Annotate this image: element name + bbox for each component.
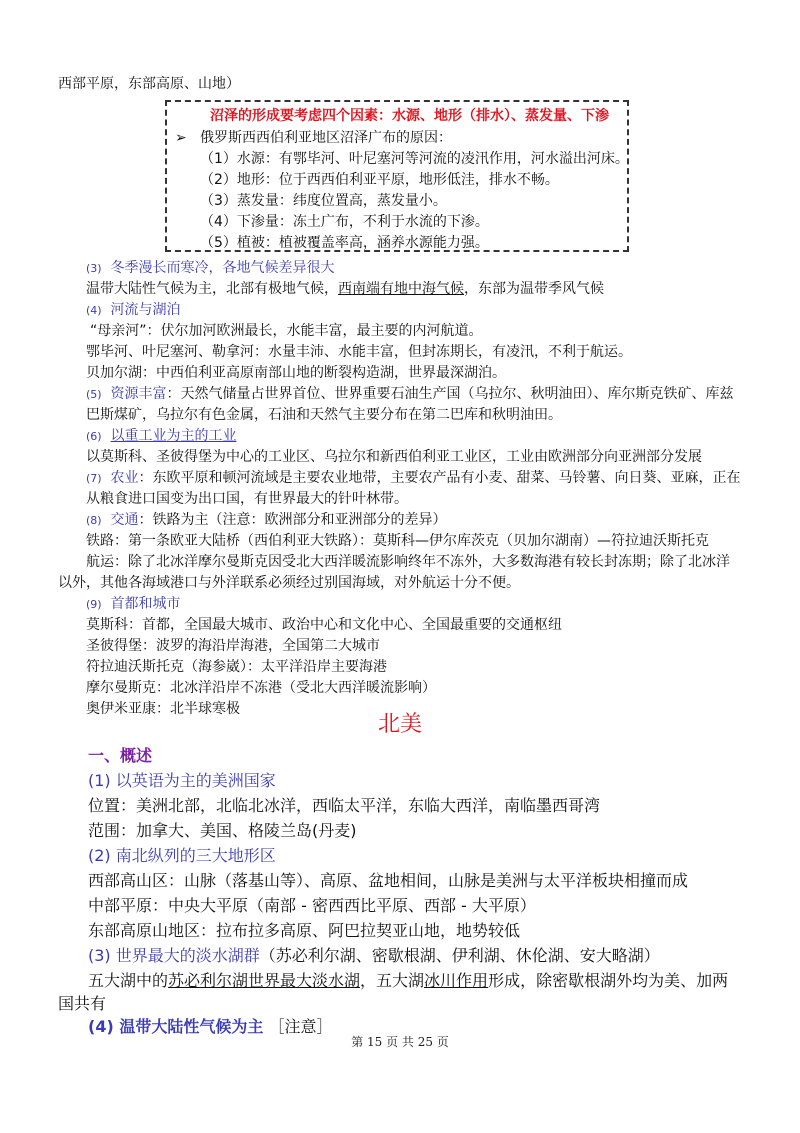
section-number: (5)	[86, 388, 102, 401]
north-america-heading: 北美	[377, 712, 422, 737]
text-part-underlined: 西南端有地中海气候	[338, 281, 464, 297]
text-part: ：天然气储量占世界首位、世界重要石油生产国（乌拉尔、秋明油田）、库尔斯克铁矿、库兹	[166, 386, 734, 402]
box-item: （3）蒸发量：纬度位置高，蒸发量小。	[200, 193, 447, 209]
city-item: 莫斯科：首都，全国最大城市、政治中心和文化中心、全国最重要的交通枢纽	[86, 617, 562, 633]
na-lakes-text-2: 国共有	[58, 994, 107, 1013]
city-item: 符拉迪沃斯托克（海参崴）：太平洋沿岸主要海港	[86, 659, 387, 675]
railway-text: 铁路：第一条欧亚大陆桥（西伯利亚大铁路）：莫斯科—伊尔库茨克（贝加尔湖南）—符拉迪沃斯托克	[86, 533, 709, 549]
russia-agri-line1	[86, 468, 741, 489]
page-footer: 第 15 页 共 25 页	[351, 1035, 449, 1049]
russia-transport-heading	[86, 510, 447, 531]
na-east-text: 东部高原山地区：拉布拉多高原、阿巴拉契亚山地，地势较低	[88, 921, 521, 940]
box-title: 沼泽的形成要考虑四个因素：水源、地形（排水）、蒸发量、下渗	[210, 108, 609, 124]
box-item: （4）下渗量：冻土广布，不利于水流的下渗。	[200, 214, 489, 230]
section-number: (3)	[86, 262, 102, 275]
box-bullet-icon: ➢	[175, 130, 187, 146]
section-number: (6)	[86, 430, 102, 443]
russia-climate-heading	[86, 258, 335, 279]
section-title: 冬季漫长而寒冷，各地气候差异很大	[110, 260, 335, 276]
na-west-text: 西部高山区：山脉（落基山等）、高原、盆地相间，山脉是美洲与太平洋板块相撞而成	[88, 871, 689, 890]
na-location-text: 位置：美洲北部，北临北冰洋，西临太平洋，东临大西洋，南临墨西哥湾	[88, 796, 601, 815]
section-title: (3) 世界最大的淡水湖群	[88, 946, 260, 965]
section-number: (4)	[86, 304, 102, 317]
russia-climate-text	[86, 279, 604, 299]
section-title: (4) 温带大陆性气候为主	[88, 1017, 264, 1036]
russia-industry-text: 以莫斯科、圣彼得堡为中心的工业区、乌拉尔和新西伯利亚工业区，工业由欧洲部分向亚洲部分发展	[86, 449, 702, 465]
russia-resources-line1	[86, 384, 734, 405]
russia-cities-heading	[86, 594, 181, 615]
city-item: 奥伊米亚康：北半球寒极	[86, 701, 240, 717]
siberian-rivers-text: 鄂毕河、叶尼塞河、勒拿河：水量丰沛、水能丰富，但封冻期长，有凌汛，不利于航运。	[86, 344, 632, 360]
russia-industry-heading	[86, 426, 237, 447]
section-title: 交通	[110, 512, 139, 528]
na-scope-text: 范围：加拿大、美国、格陵兰岛(丹麦)	[88, 821, 357, 840]
text-part: 五大湖中的	[88, 971, 169, 990]
baikal-text: 贝加尔湖：中西伯利亚高原南部山地的断裂构造湖，世界最深湖泊。	[86, 365, 506, 381]
section-title: 资源丰富	[110, 386, 167, 402]
section-number: (7)	[86, 472, 102, 485]
city-item: 摩尔曼斯克：北冰洋沿岸不冻港（受北大西洋暖流影响）	[86, 680, 436, 696]
text-part: ：东欧平原和顿河流域是主要农业地带，主要农产品有小麦、甜菜、马铃薯、向日葵、亚麻，正在	[138, 470, 741, 486]
city-item: 圣彼得堡：波罗的海沿岸海港，全国第二大城市	[86, 638, 380, 654]
section-title: 河流与湖泊	[110, 302, 181, 318]
text-part: 温带大陆性气候为主，北部有极地气候，	[86, 281, 338, 297]
text-part: 形成，除密歇根湖外均为美、加两	[488, 971, 729, 990]
shipping-text-1: 航运：除了北冰洋摩尔曼斯克因受北大西洋暖流影响终年不冻外，大多数海港有较长封冻期；除了北冰洋	[86, 554, 730, 570]
box-item: （5）植被：植被覆盖率高，涵养水源能力强。	[200, 235, 489, 251]
text-part: ，五大湖	[360, 971, 425, 990]
text-part-underlined: 冰川作用	[424, 971, 489, 990]
russia-resources-line2: 巴斯煤矿，乌拉尔有色金属，石油和天然气主要分布在第二巴库和秋明油田。	[86, 407, 562, 423]
text-part-underlined: 苏必利尔湖世界最大淡水湖	[168, 971, 361, 990]
na-terrain-heading: (2) 南北纵列的三大地形区	[88, 846, 276, 865]
volga-text: “母亲河”：伏尔加河欧洲最长，水能丰富，最主要的内河航道。	[90, 323, 483, 339]
text-part: ，东部为温带季风气候	[464, 281, 604, 297]
russia-agri-line2: 从粮食进口国变为出口国，有世界最大的针叶林带。	[86, 491, 408, 507]
box-item: （1）水源：有鄂毕河、叶尼塞河等河流的凌汛作用，河水溢出河床。	[200, 151, 629, 167]
overview-heading: 一、概述	[88, 746, 153, 765]
text-part: （苏必利尔湖、密歇根湖、伊利湖、休伦湖、安大略湖）	[259, 946, 660, 965]
section-number: (8)	[86, 514, 102, 527]
na-language-heading: (1) 以英语为主的美洲国家	[88, 771, 276, 790]
box-item: （2）地形：位于西西伯利亚平原，地形低洼，排水不畅。	[200, 172, 559, 188]
shipping-text-2: 以外，其他各海域港口与外洋联系必须经过别国海域，对外航运十分不便。	[58, 575, 520, 591]
russia-rivers-heading	[86, 300, 181, 321]
section-title: 首都和城市	[110, 596, 181, 612]
na-central-text: 中部平原：中央大平原（南部 - 密西西比平原、西部 - 大平原）	[88, 896, 536, 915]
box-intro: 俄罗斯西西伯利亚地区沼泽广布的原因：	[200, 130, 452, 146]
top-line: 西部平原，东部高原、山地）	[58, 76, 240, 92]
note-label: ［注意］	[268, 1017, 333, 1036]
section-title: 农业	[110, 470, 139, 486]
section-title: 以重工业为主的工业	[110, 428, 237, 444]
na-lakes-heading	[88, 944, 660, 968]
na-lakes-text-1	[88, 969, 728, 993]
text-part: ：铁路为主（注意：欧洲部分和亚洲部分的差异）	[138, 512, 447, 528]
section-number: (9)	[86, 598, 102, 611]
